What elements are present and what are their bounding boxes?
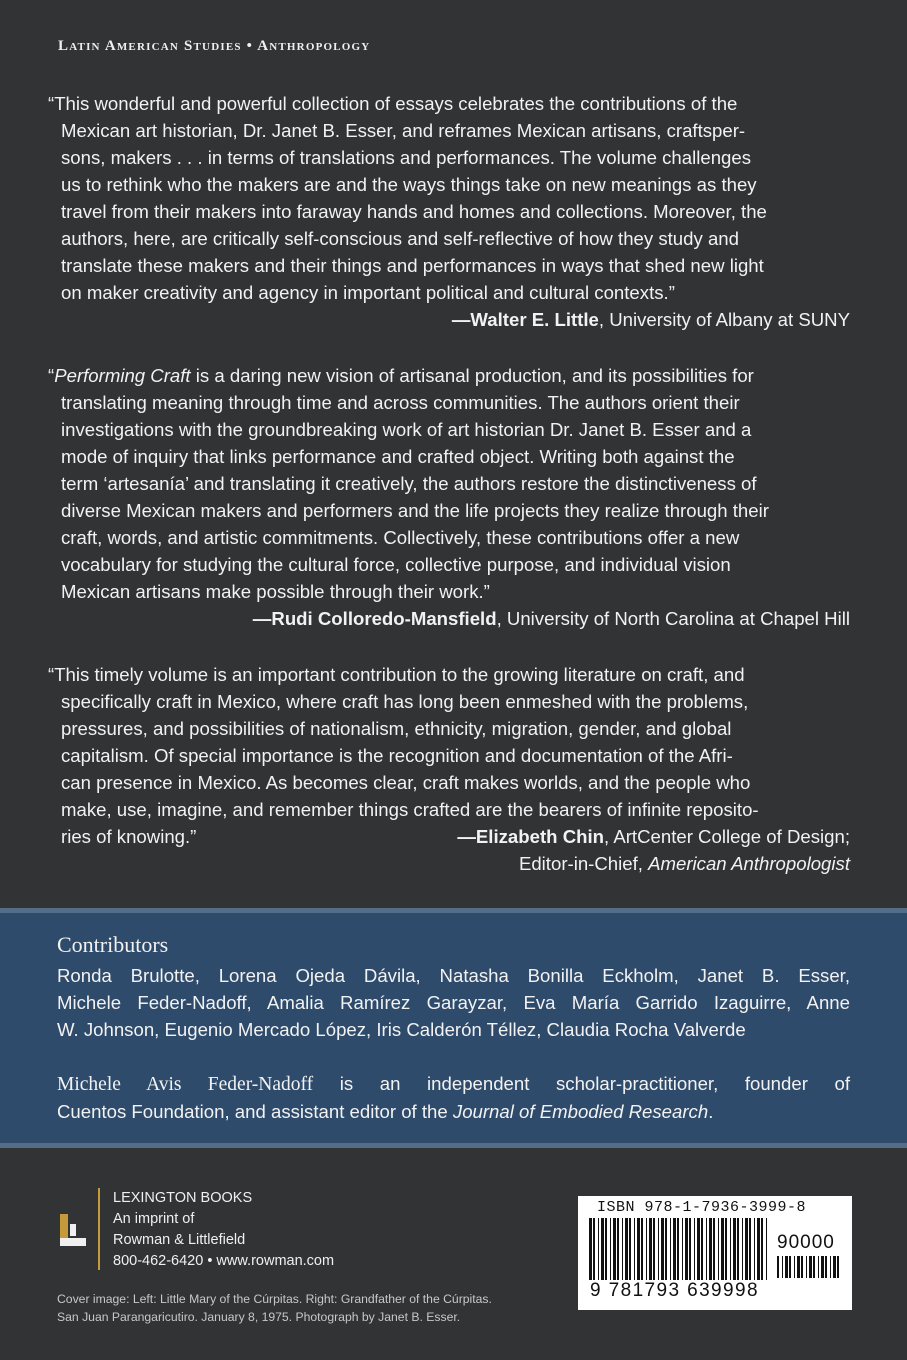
- price-code: 90000: [777, 1232, 835, 1253]
- editor-name: Michele Avis Feder-Nadoff: [57, 1074, 314, 1095]
- lexington-logo-icon: [56, 1212, 92, 1252]
- price-barcode-bars-icon: [777, 1256, 847, 1296]
- blurb-line: us to rethink who the makers are and the ways things take on new meanings as they: [61, 174, 757, 195]
- blurb-line: “This wonderful and powerful collection of essays celebrates the contributions of the: [48, 93, 738, 114]
- barcode-digits: 9 781793 639998: [590, 1280, 759, 1301]
- barcode-bars-icon: [589, 1218, 769, 1280]
- attr-name: —Elizabeth Chin: [457, 826, 605, 847]
- attr-role: Editor-in-Chief,: [518, 853, 649, 874]
- blurb-attribution: [48, 306, 850, 333]
- logo-divider: [98, 1188, 100, 1270]
- blurb-line: translating meaning through time and across communities. The authors orient their: [61, 392, 740, 413]
- category-heading: Latin American Studies • Anthropology: [58, 38, 371, 54]
- blurb-line: ries of knowing.”: [61, 826, 197, 847]
- blurb-attribution: [457, 823, 850, 850]
- contributors-line: Michele Feder-Nadoff, Amalia Ramírez Garayzar, Eva María Garrido Izaguirre, Anne: [57, 992, 850, 1013]
- cover-credit-line: San Juan Parangaricutiro. January 8, 1975. Photograph by Janet B. Esser.: [57, 1310, 461, 1324]
- attr-name: —Rudi Colloredo-Mansfield: [252, 608, 497, 629]
- blurb-colloredo: [48, 362, 850, 632]
- blurb-line: craft, words, and artistic commitments. Collectively, these contributions offer a new: [61, 527, 740, 548]
- editor-line: [57, 1070, 850, 1098]
- blurb-little: [48, 90, 850, 333]
- editor-journal: Journal of Embodied Research: [452, 1101, 709, 1122]
- blurb-attribution-2: [48, 850, 850, 877]
- blurb-line: capitalism. Of special importance is the recognition and documentation of the Afri-: [61, 745, 733, 766]
- contributors-line: Ronda Brulotte, Lorena Ojeda Dávila, Natasha Bonilla Eckholm, Janet B. Esser,: [57, 965, 850, 986]
- blurb-last-line: [48, 823, 850, 850]
- blurb-line-rest: is a daring new vision of artisanal production, and its possibilities for: [190, 365, 754, 386]
- attr-name: —Walter E. Little: [451, 309, 599, 330]
- blurb-attribution: [48, 605, 850, 632]
- blurb-line: make, use, imagine, and remember things crafted are the bearers of infinite reposito-: [61, 799, 759, 820]
- blurb-line: translate these makers and their things and performances in ways that shed new light: [61, 255, 764, 276]
- contributors-heading: Contributors: [57, 932, 169, 957]
- editor-bio: [57, 1070, 850, 1125]
- blurb-line: specifically craft in Mexico, where craft has long been enmeshed with the problems,: [61, 691, 749, 712]
- blurb-line: diverse Mexican makers and performers and the life projects they realize through their: [61, 500, 769, 521]
- cover-credit-line: Cover image: Left: Little Mary of the Cúrpitas. Right: Grandfather of the Cúrpitas.: [57, 1292, 492, 1306]
- attr-journal: American Anthropologist: [648, 853, 850, 874]
- blurb-line: authors, here, are critically self-conscious and self-reflective of how they study and: [61, 228, 739, 249]
- publisher-parent: Rowman & Littlefield: [113, 1232, 246, 1248]
- attr-affiliation: , University of Albany at SUNY: [598, 309, 850, 330]
- blurb-line: [48, 362, 850, 389]
- isbn-text: ISBN 978-1-7936-3999-8: [597, 1199, 807, 1216]
- attr-affiliation: , University of North Carolina at Chapel Hill: [496, 608, 850, 629]
- editor-line: [57, 1098, 850, 1125]
- attr-affiliation: , ArtCenter College of Design;: [604, 826, 850, 847]
- contributors-line: W. Johnson, Eugenio Mercado López, Iris Calderón Téllez, Claudia Rocha Valverde: [57, 1019, 746, 1040]
- publisher-name: LEXINGTON BOOKS: [113, 1190, 253, 1206]
- publisher-contact: 800-462-6420 • www.rowman.com: [113, 1253, 335, 1269]
- blurb-line: travel from their makers into faraway hands and homes and collections. Moreover, the: [61, 201, 767, 222]
- blurb-line: pressures, and possibilities of nationalism, ethnicity, migration, gender, and global: [61, 718, 732, 739]
- blurb-line: vocabulary for studying the cultural force, collective purpose, and individual vision: [61, 554, 731, 575]
- publisher-imprint: An imprint of: [113, 1211, 195, 1227]
- blurb-line: sons, makers . . . in terms of translations and performances. The volume challenges: [61, 147, 752, 168]
- blurb-chin: [48, 661, 850, 877]
- blurb-line: mode of inquiry that links performance and crafted object. Writing both against the: [61, 446, 735, 467]
- open-quote: “: [48, 365, 55, 386]
- blurb-line: on maker creativity and agency in important political and cultural contexts.”: [61, 282, 675, 303]
- blurb-line: investigations with the groundbreaking work of art historian Dr. Janet B. Esser and a: [61, 419, 752, 440]
- blurb-line: “This timely volume is an important contribution to the growing literature on craft, and: [48, 664, 745, 685]
- cover-credit: [57, 1290, 577, 1326]
- blurb-line: can presence in Mexico. As becomes clear, craft makes worlds, and the people who: [61, 772, 751, 793]
- editor-line-pre: Cuentos Foundation, and assistant editor of the: [57, 1101, 453, 1122]
- editor-line-rest: is an independent scholar-practitioner, founder of: [313, 1073, 850, 1094]
- book-title: Performing Craft: [54, 365, 191, 386]
- contributors-list: [57, 962, 850, 1043]
- publisher-block: [113, 1188, 334, 1272]
- blurb-line: term ‘artesanía’ and translating it creatively, the authors restore the distinctiveness of: [61, 473, 757, 494]
- editor-line-end: .: [708, 1101, 714, 1122]
- blurb-line: Mexican art historian, Dr. Janet B. Esser, and reframes Mexican artisans, craftsper-: [61, 120, 746, 141]
- blurb-line: Mexican artisans make possible through their work.”: [61, 581, 490, 602]
